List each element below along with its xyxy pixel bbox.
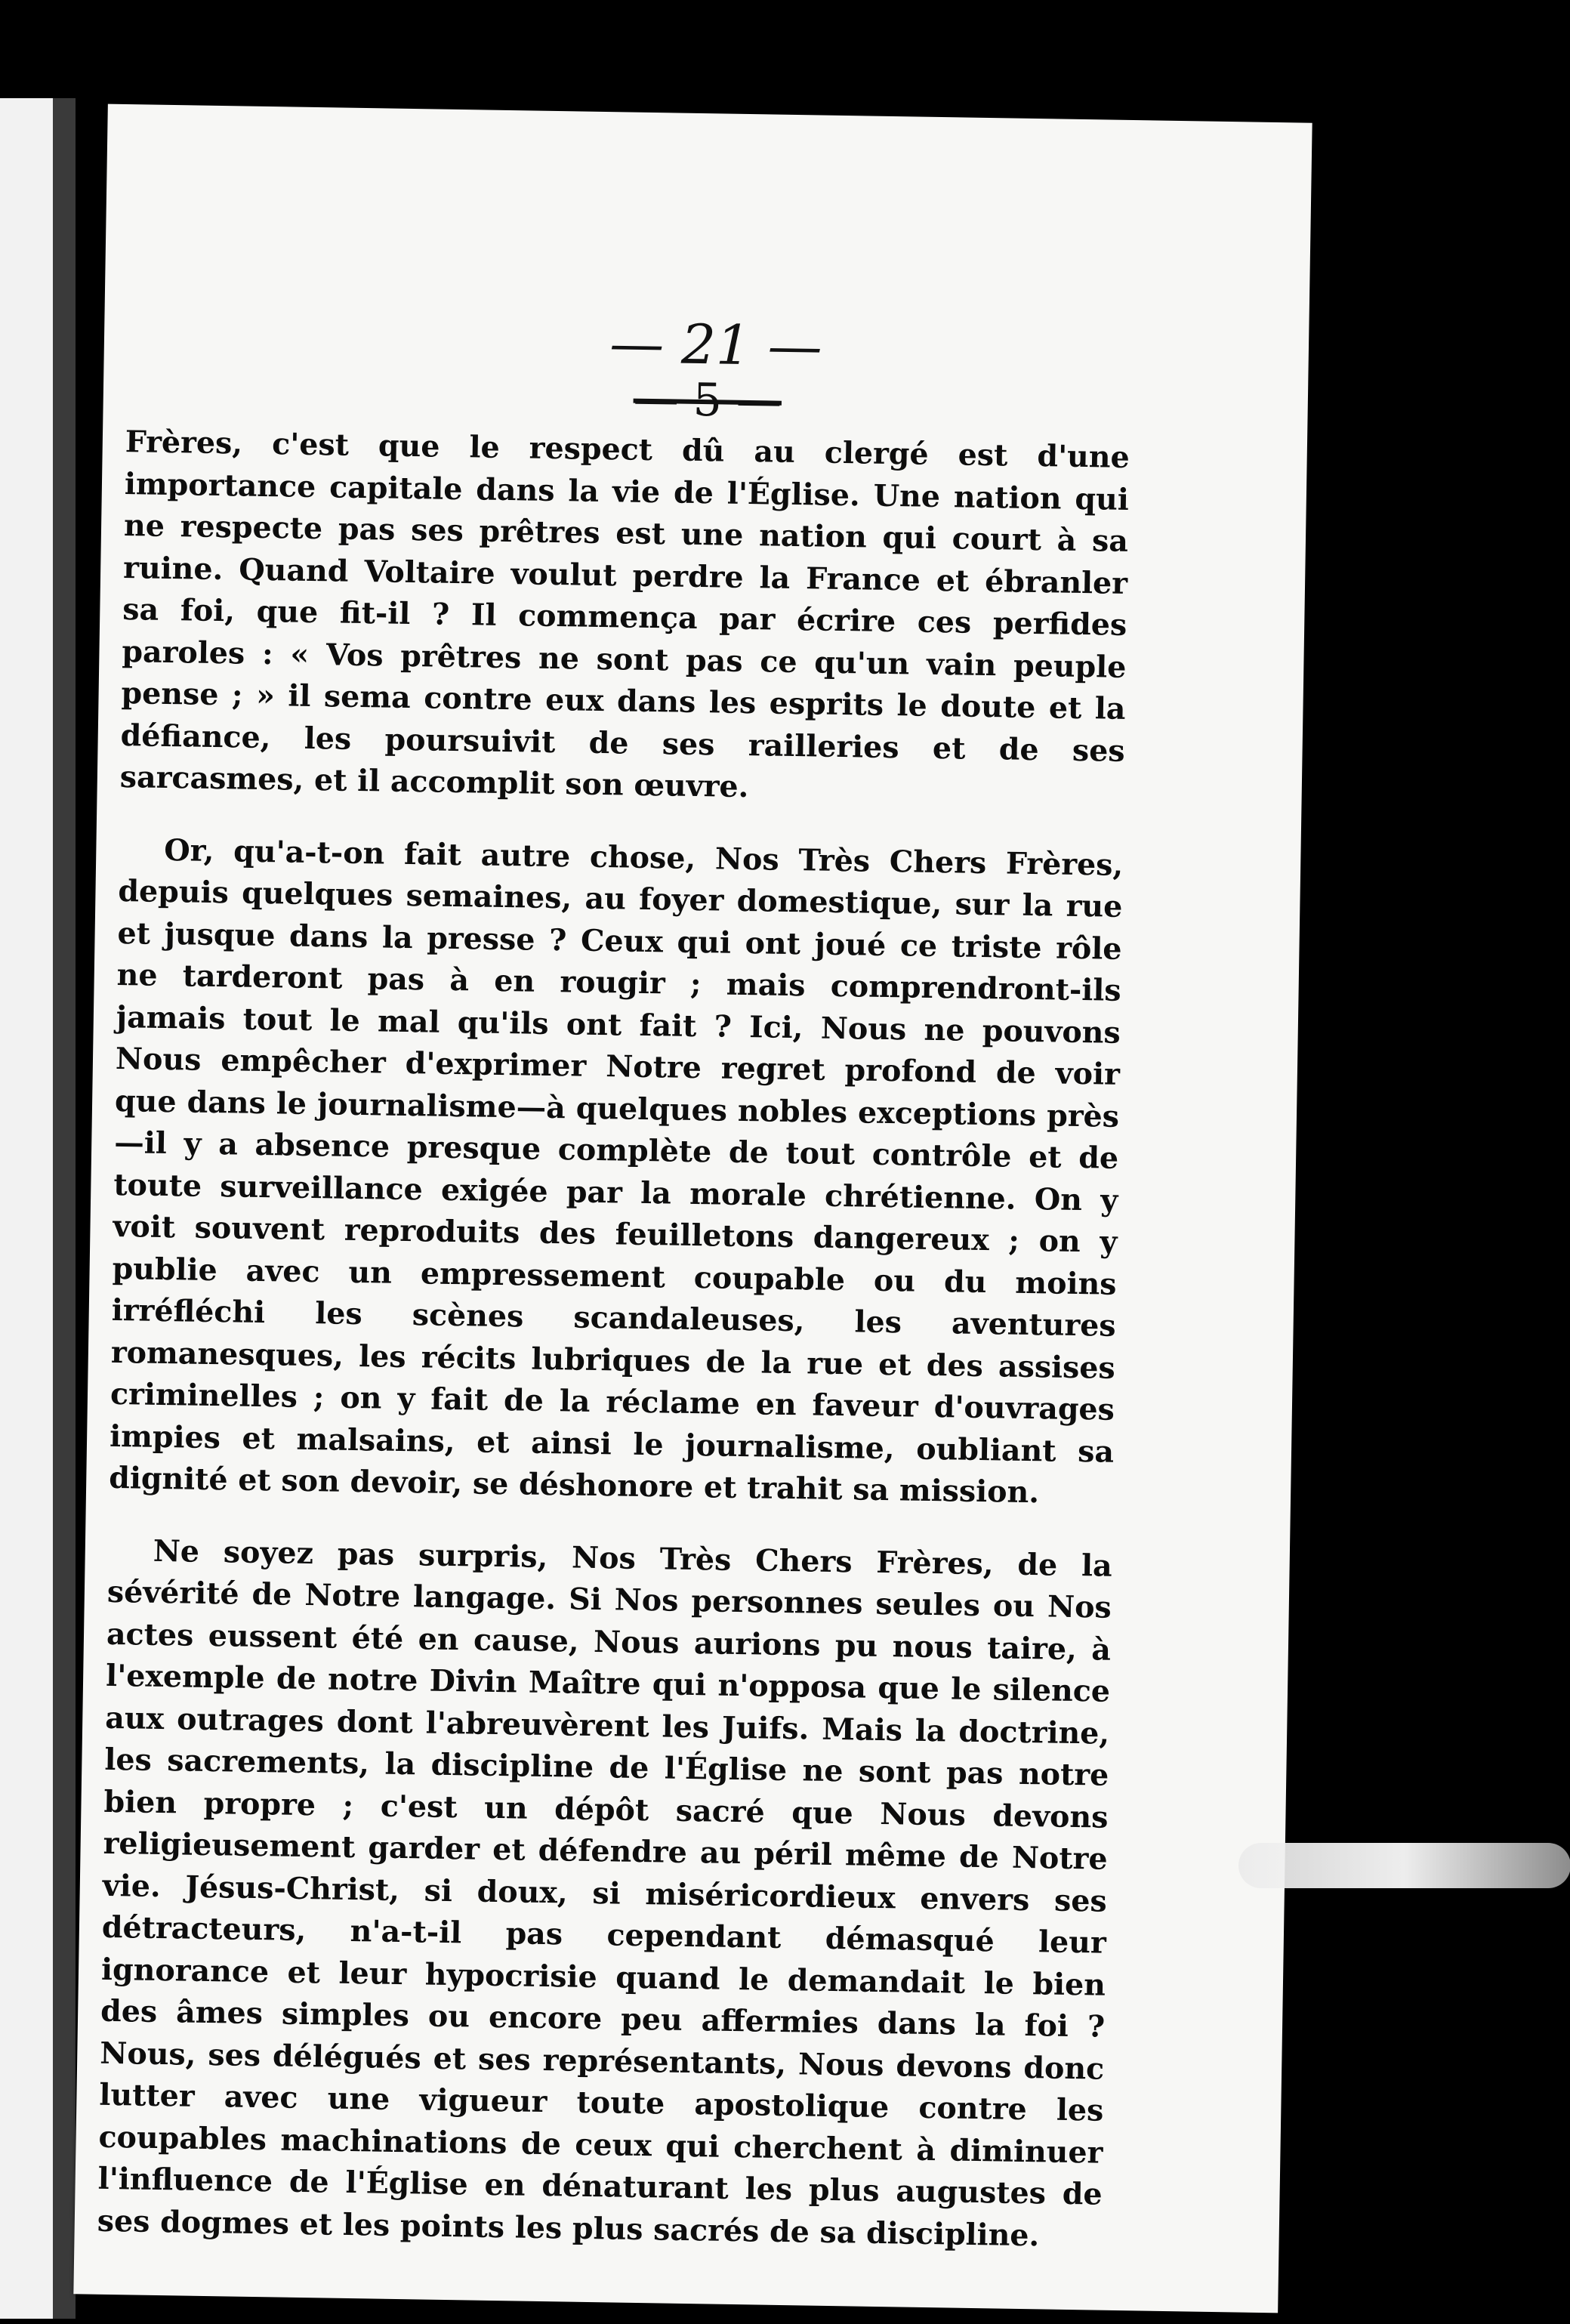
document-page [73, 104, 1312, 2313]
body-text [97, 421, 1130, 2289]
paragraph-1: Frères, c'est que le respect dû au clergé est d'une importance capitale dans la vie de l'Église. Une nation qui ne respecte pas ses prêtres est une nation qui court à sa ruine. Quand Voltaire voulut perdre la France et ébranler sa foi, que fit-il ? Il commença par écrire ces perfides paroles : « Vos prêtres ne sont pas ce qu'un vain peuple pense ; » il sema contre eux dans les esprits le doute et la défiance, les poursuivit de ses railleries et de ses sarcasmes, et il accomplit son œuvre. [119, 424, 1130, 805]
page-number-struck: — 5 — [633, 372, 782, 428]
paragraph-3: Ne soyez pas surpris, Nos Très Chers Frères, de la sévérité de Notre langage. Si Nos personnes seules ou Nos actes eussent été en cause, Nous aurions pu nous taire, à l'exemple de notre Divin Maître qui n'opposa que le silence aux outrages dont l'abreuvèrent les Juifs. Mais la doctrine, les sacrements, la discipline de l'Église ne sont pas notre bien propre ; c'est un dépôt sacré que Nous devons religieusement garder et défendre au péril même de Notre vie. Jésus-Christ, si doux, si miséricordieux envers ses détracteurs, n'a-t-il pas cependant démasqué leur ignorance et leur hypocrisie quand le demandait le bien des âmes simples ou encore peu affermies dans la foi ? Nous, ses délégués et ses représentants, Nous devons donc lutter avec une vigueur toute apostolique contre les coupables machinations de ceux qui cherchent à diminuer l'influence de l'Église en dénaturant les plus augustes de ses dogmes et les points les plus sacrés de sa discipline. [97, 1533, 1112, 2253]
scan-artifact [1238, 1843, 1570, 1888]
paragraph-2: Or, qu'a-t-on fait autre chose, Nos Très Chers Frères, depuis quelques semaines, au foyer domestique, sur la rue et jusque dans la presse ? Ceux qui ont joué ce triste rôle ne tarderont pas à en rougir ; mais comprendront-ils jamais tout le mal qu'ils ont fait ? Ici, Nous ne pouvons Nous empêcher d'exprimer Notre regret profond de voir que dans le journalisme—à quelques nobles exceptions près—il y a absence presque complète de tout contrôle et de toute surveillance exigée par la morale chrétienne. On y voit souvent reproduits des feuilletons dangereux ; on y publie avec un empressement coupable ou du moins irréfléchi les scènes scandaleuses, les aventures romanesques, les récits lubriques de la rue et des assises criminelles ; on y fait de la réclame en faveur d'ouvrages impies et malsains, et ainsi le journalisme, oubliant sa dignité et son devoir, se déshonore et trahit sa mission. [108, 832, 1124, 1511]
page-number-handwritten: — 21 — [609, 311, 823, 378]
facing-page-edge [0, 98, 76, 2319]
